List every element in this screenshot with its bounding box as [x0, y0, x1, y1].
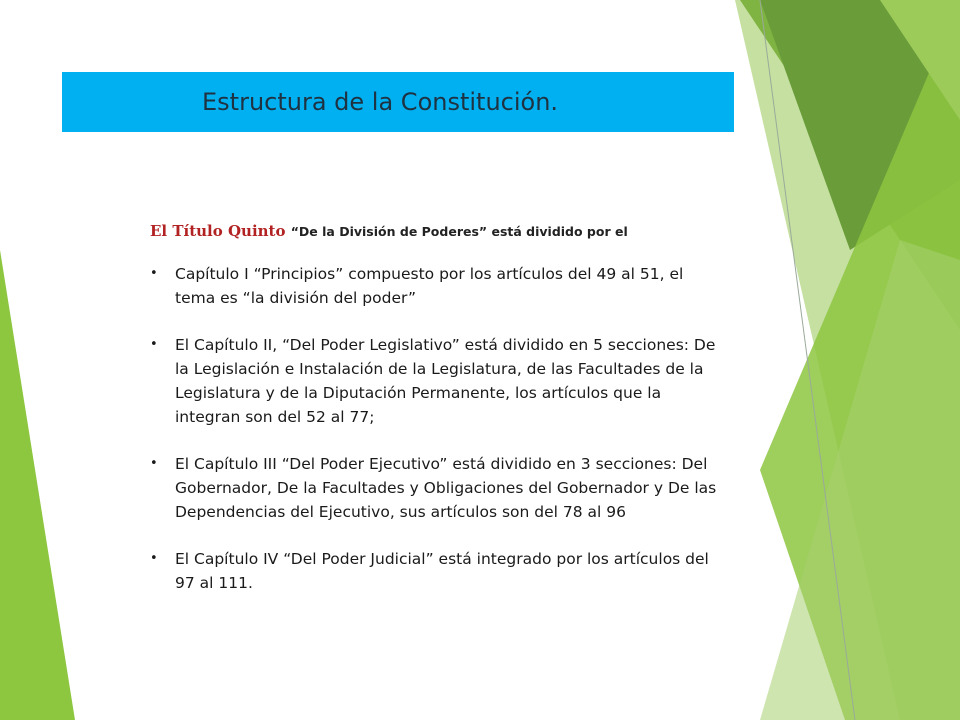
- title-banner: [62, 72, 734, 132]
- bullet-icon: •: [150, 456, 158, 471]
- bullet-icon: •: [150, 266, 158, 281]
- list-item: [150, 452, 810, 524]
- bullet-icon: •: [150, 551, 158, 566]
- slide-body: [150, 220, 810, 618]
- slide-title: Estructura de la Constitución.: [202, 88, 559, 116]
- list-item-text: El Capítulo II, “Del Poder Legislativo” está dividido en 5 secciones: De la Legislación e Instalación de la Legislatura, de las Facultades de la Legislatura y de la Diputación Permanente, los artículos que la integran son del 52 al 77;: [175, 336, 716, 426]
- list-item-text: El Capítulo III “Del Poder Ejecutivo” está dividido en 3 secciones: Del Gobernador, De la Facultades y Obligaciones del Gobernador y De las Dependencias del Ejecutivo, sus artículos son del 78 al 96: [175, 455, 717, 521]
- chapter-list: [150, 262, 810, 595]
- intro-rest: “De la División de Poderes” está dividido por el: [290, 224, 628, 239]
- list-item: [150, 262, 810, 310]
- list-item-text: Capítulo I “Principios” compuesto por los artículos del 49 al 51, el tema es “la división del poder”: [175, 265, 684, 307]
- list-item-text: El Capítulo IV “Del Poder Judicial” está integrado por los artículos del 97 al 111.: [175, 550, 709, 592]
- intro-lead: El Título Quinto: [150, 222, 291, 240]
- left-green-stripe: [0, 250, 75, 720]
- list-item: [150, 547, 810, 595]
- bullet-icon: •: [150, 337, 158, 352]
- list-item: [150, 333, 810, 429]
- intro-line: [150, 220, 810, 244]
